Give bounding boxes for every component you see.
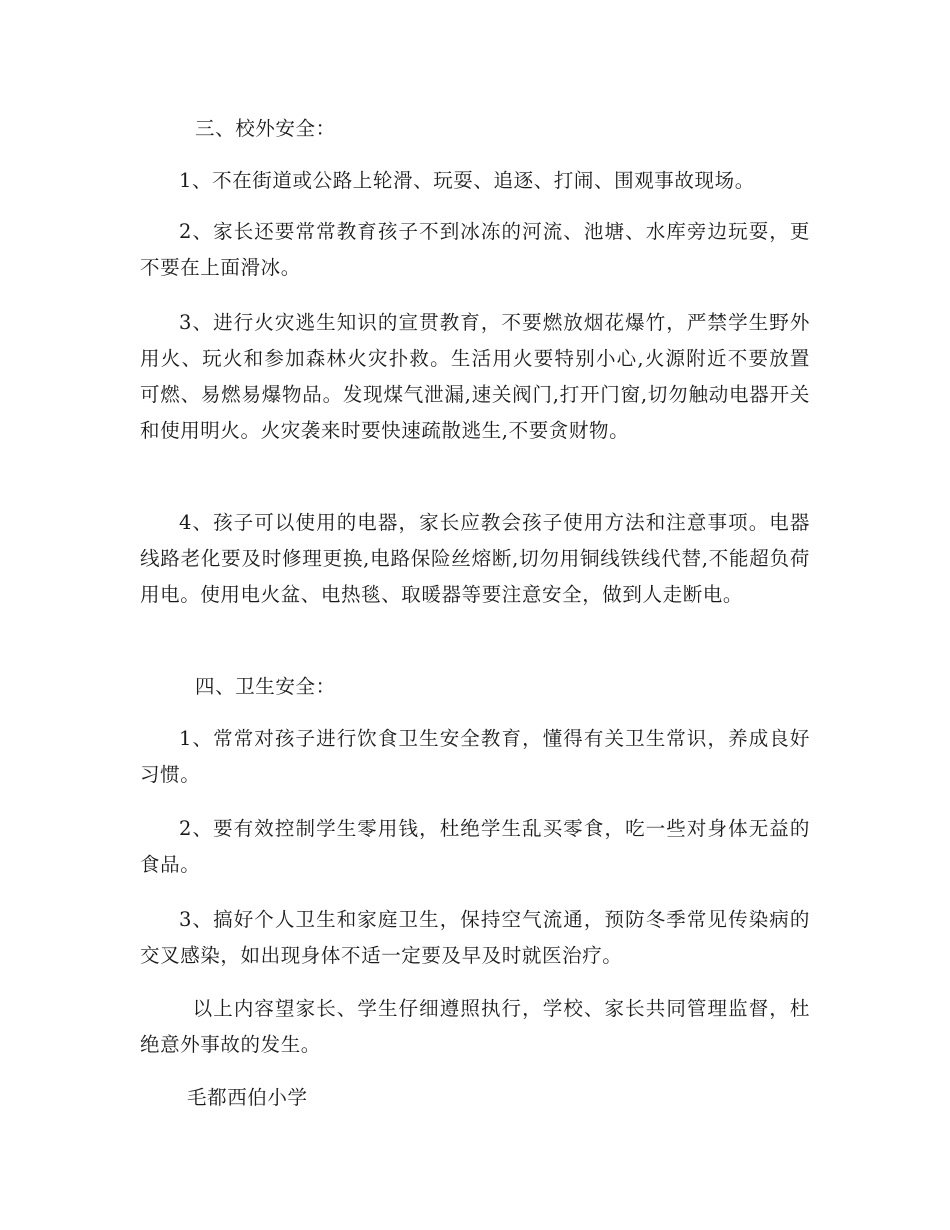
- offcampus-item-3: 3、进行火灾逃生知识的宣贯教育，不要燃放烟花爆竹，严禁学生野外用火、玩火和参加森林火灾扑救。生活用火要特别小心,火源附近不要放置可燃、易燃易爆物品。发现煤气泄漏,速关阀门,打开门窗,切勿触动电器开关和使用明火。火灾袭来时要快速疏散逃生,不要贪财物。: [140, 311, 810, 442]
- section-heading-hygiene: 四、卫生安全：: [195, 675, 336, 698]
- hygiene-item-1: 1、常常对孩子进行饮食卫生安全教育，懂得有关卫生常识，养成良好习惯。: [140, 727, 810, 786]
- school-signature: 毛都西伯小学: [187, 1086, 308, 1109]
- hygiene-item-3: 3、搞好个人卫生和家庭卫生，保持空气流通，预防冬季常见传染病的交叉感染，如出现身体不适一定要及早及时就医治疗。: [140, 908, 810, 967]
- closing-paragraph: 以上内容望家长、学生仔细遵照执行，学校、家长共同管理监督，杜绝意外事故的发生。: [140, 997, 810, 1056]
- offcampus-item-2: 2、家长还要常常教育孩子不到冰冻的河流、池塘、水库旁边玩耍，更不要在上面滑冰。: [140, 220, 810, 279]
- offcampus-item-4: 4、孩子可以使用的电器，家长应教会孩子使用方法和注意事项。电器线路老化要及时修理更换,电路保险丝熔断,切勿用铜线铁线代替,不能超负荷用电。使用电火盆、电热毯、取暖器等要注意安全，做到人走断电。: [140, 511, 810, 606]
- hygiene-item-2: 2、要有效控制学生零用钱，杜绝学生乱买零食，吃一些对身体无益的食品。: [140, 817, 810, 876]
- offcampus-item-1: 1、不在街道或公路上轮滑、玩耍、追逐、打闹、围观事故现场。: [179, 169, 755, 192]
- section-heading-offcampus: 三、校外安全：: [195, 117, 336, 140]
